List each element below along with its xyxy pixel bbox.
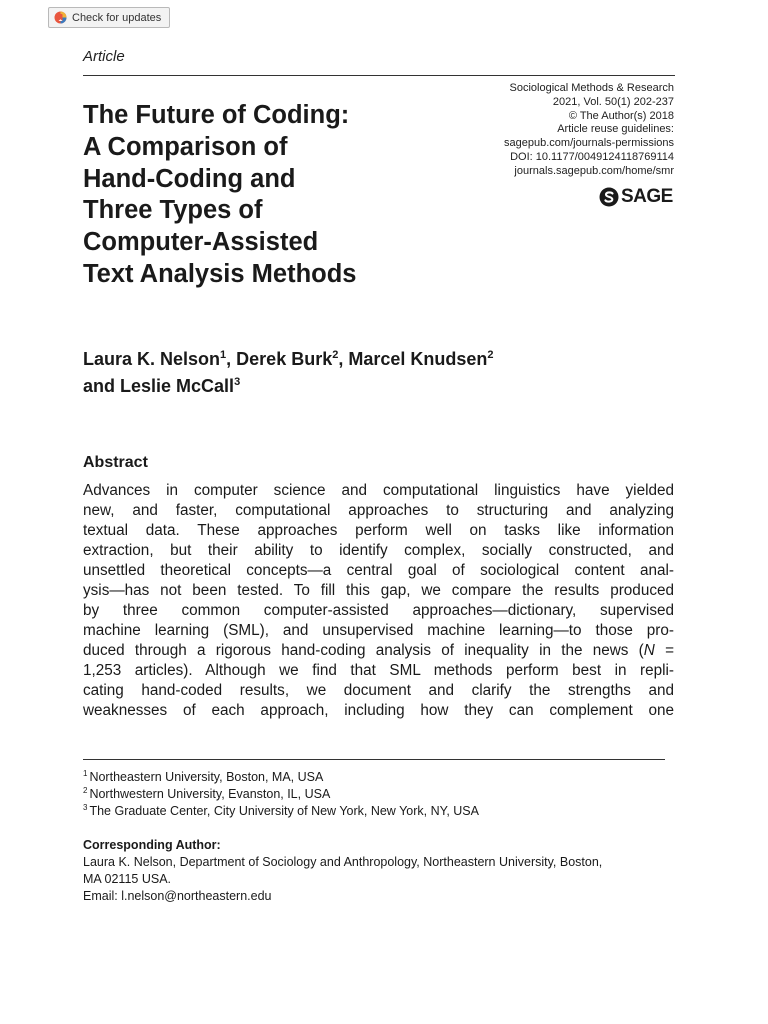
corresponding-line: MA 02115 USA.: [83, 872, 172, 886]
footnote-number: 2: [83, 786, 88, 795]
abstract-line: Advances in computer science and computational linguistics have yielded: [83, 482, 674, 499]
author-affiliation-mark: 3: [234, 376, 241, 388]
abstract-line: [83, 641, 674, 661]
footnote: [83, 786, 479, 803]
footnote-rule: [83, 759, 665, 760]
footnote-text: Northwestern University, Evanston, IL, USA: [89, 787, 331, 801]
abstract-line: by three common computer-assisted approaches—dictionary, supervised: [83, 602, 674, 619]
journal-home-link[interactable]: journals.sagepub.com/home/smr: [514, 164, 674, 177]
reuse-label: Article reuse guidelines:: [557, 123, 674, 136]
footnote-number: 3: [83, 803, 88, 812]
affiliation-footnotes: [83, 769, 479, 820]
permissions-link[interactable]: sagepub.com/journals-permissions: [504, 137, 674, 150]
article-title: [83, 100, 443, 291]
abstract-body: [83, 481, 674, 721]
abstract-heading: Abstract: [83, 454, 148, 471]
abstract-line: textual data. These approaches perform well on tasks like information: [83, 522, 674, 539]
author-list: Laura K. Nelson$^1$, Derek Burk$^2$, Marcel Knudsen$^2$ and Leslie McCall$^3$: [83, 349, 494, 396]
abstract-line: machine learning (SML), and unsupervised machine learning—to those pro-: [83, 622, 674, 639]
title-line: Text Analysis Methods: [83, 259, 357, 288]
title-line: A Comparison of: [83, 132, 288, 161]
author-affiliation-mark: 1: [220, 349, 227, 361]
doi-link[interactable]: DOI: 10.1177/0049124118769114: [510, 150, 674, 163]
author-name: Laura K. Nelson: [83, 349, 221, 369]
corresponding-email[interactable]: Email: l.nelson@northeastern.edu: [83, 889, 272, 903]
header-rule: [83, 75, 675, 76]
copyright: © The Author(s) 2018: [568, 109, 674, 122]
corresponding-line: Laura K. Nelson, Department of Sociology and Anthropology, Northeastern University, Boston,: [83, 855, 603, 869]
abstract-line: new, and faster, computational approaches to structuring and analyzing: [83, 502, 674, 519]
abstract-line: weaknesses of each approach, including how they can complement one: [83, 702, 674, 719]
footnote: [83, 769, 479, 786]
journal-volume: 2021, Vol. 50(1) 202-237: [552, 95, 674, 108]
abstract-line: cating hand-coded results, we document and clarify the strengths and: [83, 682, 674, 699]
sage-logo: [599, 186, 673, 208]
abstract-line: ysis—has not been tested. To fill this gap, we compare the results produced: [83, 582, 674, 599]
corresponding-heading: Corresponding Author:: [83, 838, 221, 852]
abstract-line: extraction, but their ability to identify complex, socially constructed, and: [83, 542, 674, 559]
abstract-line: 1,253 articles). Although we find that SML methods perform best in repli-: [83, 662, 674, 679]
title-line: Three Types of: [83, 196, 263, 225]
corresponding-author: [83, 837, 683, 905]
n-symbol: N: [643, 642, 655, 659]
title-line: Computer-Assisted: [83, 228, 319, 257]
journal-info: [440, 82, 674, 179]
footnote: [83, 803, 479, 820]
check-for-updates-badge[interactable]: [48, 7, 170, 28]
author-name: Leslie McCall: [120, 376, 235, 396]
journal-name: Sociological Methods & Research: [509, 82, 674, 94]
badge-label: Check for updates: [72, 11, 162, 24]
author-affiliation-mark: 2: [332, 349, 339, 361]
author-name: Derek Burk: [236, 349, 333, 369]
equals-sign: =: [665, 642, 674, 659]
crossmark-icon: [54, 11, 67, 24]
sage-wordmark: SAGE: [621, 186, 673, 207]
footnote-text: Northeastern University, Boston, MA, USA: [89, 770, 324, 784]
abstract-line-text: duced through a rigorous hand-coding analysis of inequality in the news (: [83, 642, 644, 659]
abstract-line: unsettled theoretical concepts—a central goal of sociological content anal-: [83, 562, 674, 579]
footnote-number: 1: [83, 769, 88, 778]
sage-s-icon: [599, 187, 619, 207]
author-affiliation-mark: 2: [487, 349, 494, 361]
title-line: Hand-Coding and: [83, 164, 296, 193]
author-name: Marcel Knudsen: [348, 349, 488, 369]
article-type-label: Article: [83, 48, 125, 65]
footnote-text: The Graduate Center, City University of New York, New York, NY, USA: [89, 804, 479, 818]
title-line: The Future of Coding:: [83, 101, 350, 129]
